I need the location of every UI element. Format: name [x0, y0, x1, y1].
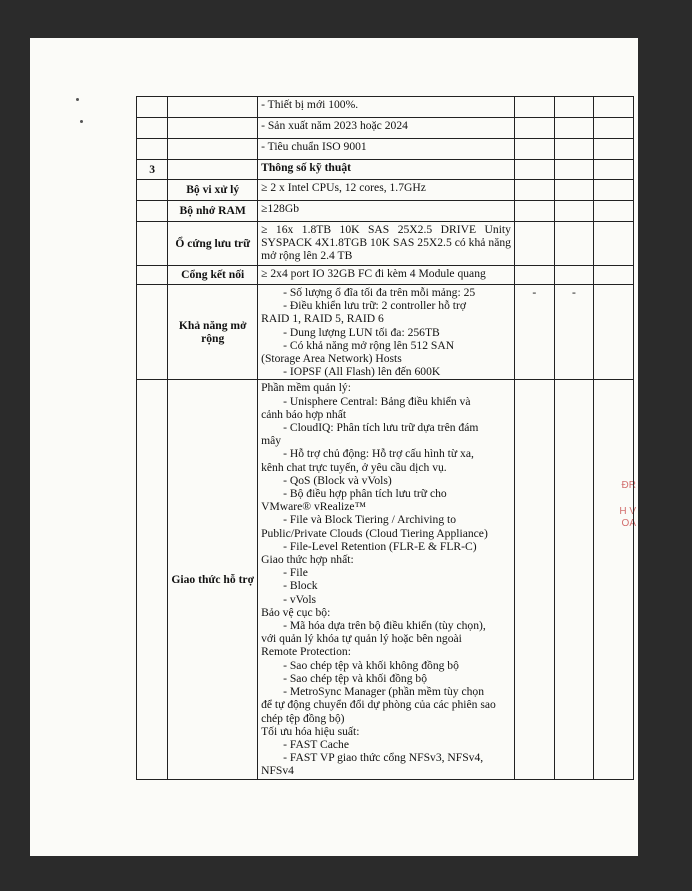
protocol-line: - Bộ điều hợp phân tích lưu trữ cho: [283, 487, 447, 501]
table-row: [137, 180, 634, 201]
protocol-line: NFSv4: [261, 764, 294, 778]
protocol-line: - QoS (Block và vVols): [283, 473, 392, 487]
table-row: [137, 97, 634, 118]
protocol-line: Phần mềm quản lý:: [261, 381, 351, 395]
protocol-line: - File và Block Tiering / Archiving to: [283, 513, 457, 527]
expand-line: - Điều khiển lưu trữ: 2 controller hỗ trợ: [283, 299, 466, 313]
protocol-line: chép tệp đồng bộ): [261, 711, 345, 725]
requirement-iso: - Tiêu chuẩn ISO 9001: [258, 139, 515, 160]
ram-label: Bộ nhớ RAM: [168, 201, 258, 222]
table-row: [137, 118, 634, 139]
protocol-line: - Mã hóa dựa trên bộ điều khiển (tùy chọn),: [283, 619, 486, 633]
table-row: [137, 201, 634, 222]
ports-label: Cổng kết nối: [168, 266, 258, 285]
protocol-line: mây: [261, 434, 282, 448]
expand-line: - IOPSF (All Flash) lên đến 600K: [283, 365, 441, 379]
protocol-line: - FAST VP giao thức cổng NFSv3, NFSv4,: [283, 751, 484, 765]
protocol-line: - MetroSync Manager (phần mềm tùy chọn: [283, 685, 484, 699]
table-row: [137, 380, 634, 779]
stamp-fragment: OA: [621, 518, 636, 529]
table-row: [137, 160, 634, 180]
section-title: Thông số kỹ thuật: [258, 160, 515, 180]
table-row: [137, 266, 634, 285]
protocol-line: - Sao chép tệp và khối đồng bộ: [283, 671, 428, 685]
scan-speck: [76, 98, 79, 101]
protocol-line: - Unisphere Central: Bảng điều khiển và: [283, 394, 471, 408]
protocol-label: Giao thức hỗ trợ: [168, 380, 258, 779]
stamp-fragment: ĐR: [621, 480, 636, 491]
protocol-line: - CloudIQ: Phân tích lưu trữ dựa trên đám: [283, 421, 479, 435]
table-row: [137, 285, 634, 380]
requirement-year: - Sản xuất năm 2023 hoặc 2024: [258, 118, 515, 139]
protocol-line: - FAST Cache: [283, 737, 349, 751]
expand-line: RAID 1, RAID 5, RAID 6: [261, 312, 384, 326]
expand-dash: -: [554, 285, 594, 380]
protocol-line: - Sao chép tệp và khối không đồng bộ: [283, 658, 459, 672]
expand-line: - Dung lượng LUN tối đa: 256TB: [283, 325, 440, 339]
ram-value: ≥128Gb: [258, 201, 515, 222]
protocol-line: Giao thức hợp nhất:: [261, 553, 354, 567]
disk-label: Ổ cứng lưu trữ: [168, 222, 258, 266]
table-row: [137, 139, 634, 160]
protocol-line: kênh chat trực tuyến, ở yêu cầu dịch vụ.: [261, 460, 447, 474]
protocol-line: Public/Private Clouds (Cloud Tiering Appliance): [261, 526, 488, 540]
protocol-line: Tối ưu hóa hiệu suất:: [261, 724, 360, 738]
ports-value: ≥ 2x4 port IO 32GB FC đi kèm 4 Module quang: [258, 266, 515, 285]
expand-value: [258, 285, 515, 380]
cpu-value: ≥ 2 x Intel CPUs, 12 cores, 1.7GHz: [258, 180, 515, 201]
protocol-line: - Hỗ trợ chủ động: Hỗ trợ cấu hình từ xa,: [283, 447, 474, 461]
expand-line: - Có khả năng mở rộng lên 512 SAN: [283, 338, 455, 352]
stamp-fragment: H V: [619, 506, 636, 517]
protocol-value: [258, 380, 515, 779]
protocol-line: với quản lý khóa tự quản lý hoặc bên ngoài: [261, 632, 462, 646]
scan-speck: [80, 120, 83, 123]
document-page: [30, 38, 638, 856]
protocol-line: để tự động chuyển đổi dự phòng của các phiên sao: [261, 698, 496, 712]
protocol-line: - Block: [283, 579, 318, 593]
protocol-line: Remote Protection:: [261, 645, 351, 659]
protocol-line: - vVols: [283, 592, 317, 606]
expand-line: - Số lượng ổ đĩa tối đa trên mỗi mảng: 25: [283, 286, 476, 299]
protocol-line: - File-Level Retention (FLR-E & FLR-C): [283, 539, 477, 553]
cpu-label: Bộ vi xử lý: [168, 180, 258, 201]
protocol-line: cảnh báo hợp nhất: [261, 407, 347, 421]
protocol-line: - File: [283, 566, 308, 580]
expand-line: (Storage Area Network) Hosts: [261, 352, 402, 366]
spec-table: [136, 96, 634, 780]
protocol-line: VMware® vRealize™: [261, 500, 366, 514]
section-number: 3: [137, 160, 168, 180]
table-row: [137, 222, 634, 266]
protocol-line: Bảo vệ cục bộ:: [261, 605, 331, 619]
expand-dash: -: [514, 285, 554, 380]
requirement-new: - Thiết bị mới 100%.: [258, 97, 515, 118]
expand-label: Khả năng mở rộng: [168, 285, 258, 380]
disk-value: ≥ 16x 1.8TB 10K SAS 25X2.5 DRIVE Unity SYSPACK 4X1.8TGB 10K SAS 25X2.5 có khả năng mở rộng lên 2.4 TB: [258, 222, 515, 266]
